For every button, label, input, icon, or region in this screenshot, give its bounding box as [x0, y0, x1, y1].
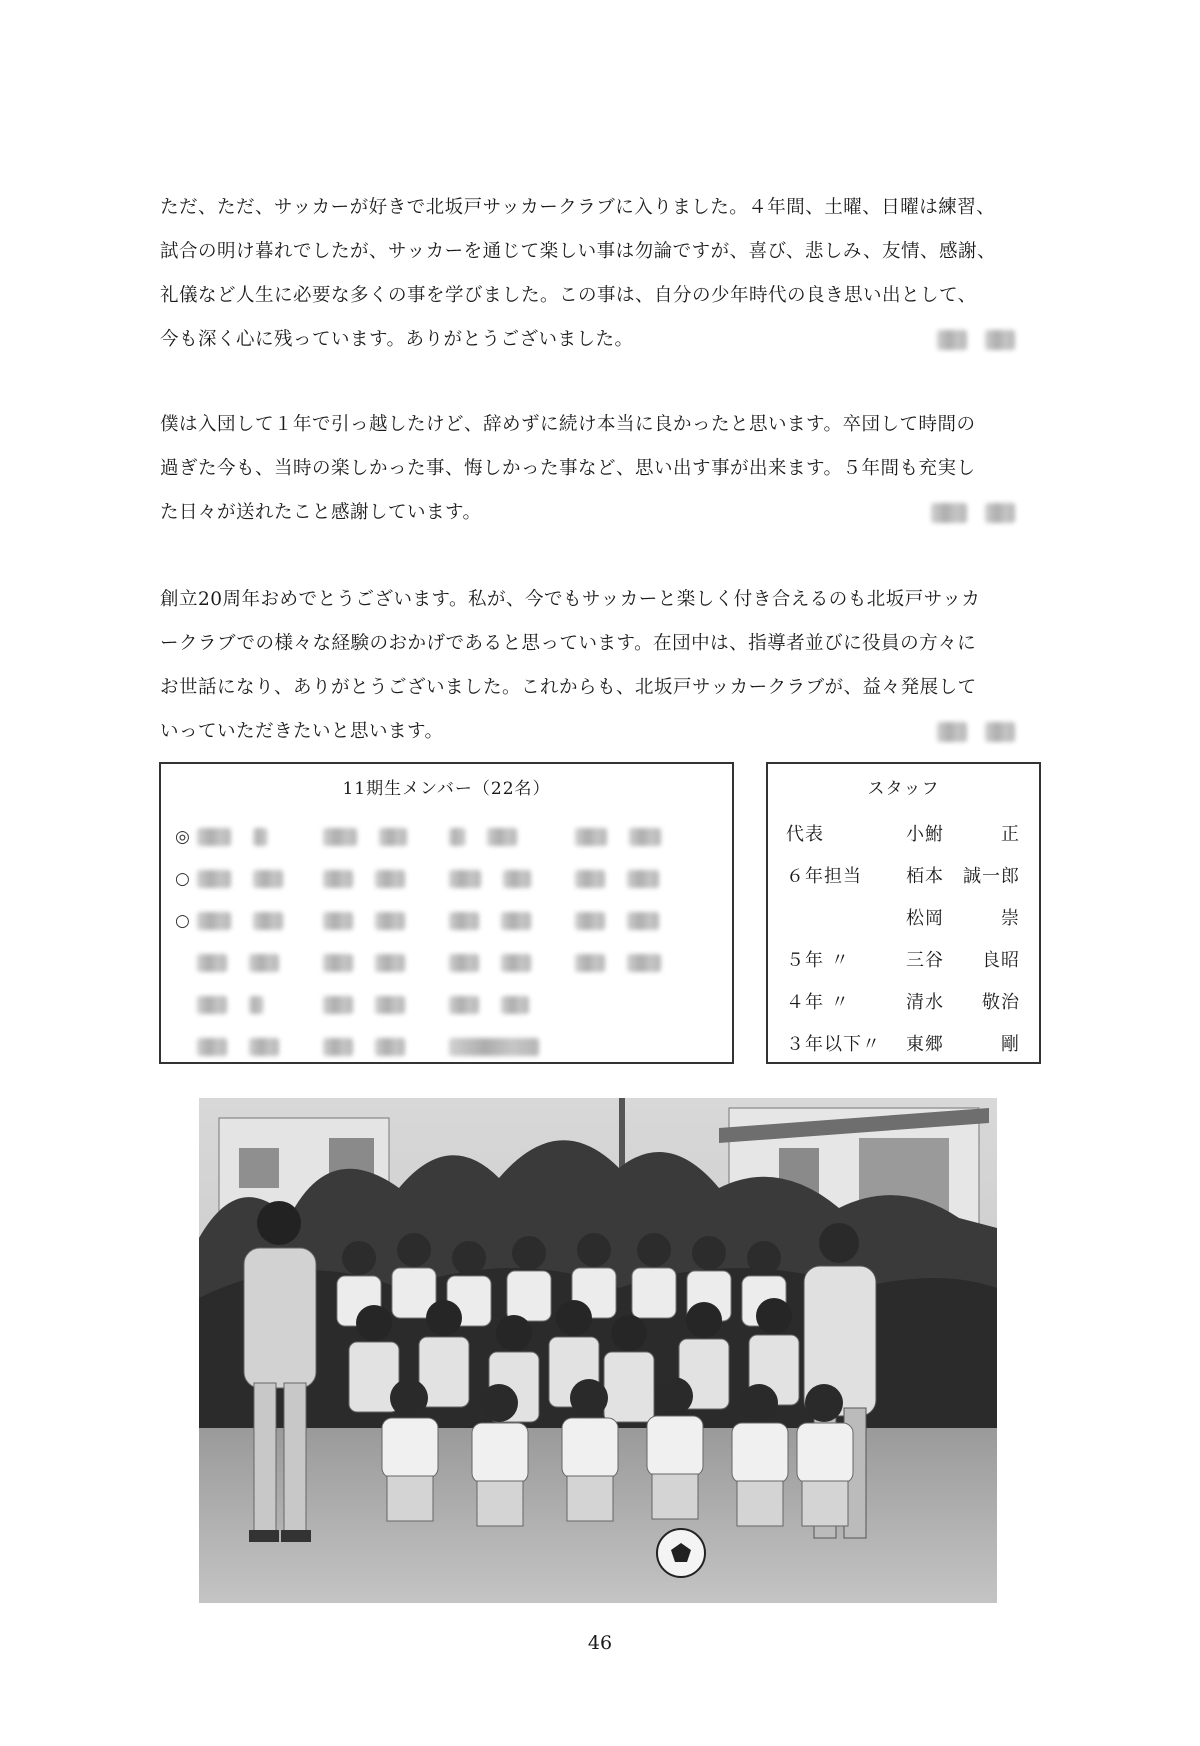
paragraph-line: 過ぎた今も、当時の楽しかった事、悔しかった事など、思い出す事が出来ます。５年間も充実し [160, 458, 976, 479]
redacted-member-name [323, 996, 449, 1014]
redacted-member-name [197, 870, 323, 888]
message-paragraph-3 [160, 578, 1055, 754]
message-paragraph-1 [160, 186, 1055, 362]
redacted-signature [937, 722, 1015, 742]
paragraph-line: 礼儀など人生に必要な多くの事を学びました。この事は、自分の少年時代の良き思い出として、 [160, 285, 977, 306]
redacted-member-name [575, 912, 701, 930]
staff-title: スタッフ [867, 779, 940, 799]
redacted-member-name [575, 954, 701, 972]
member-row [175, 858, 720, 900]
redacted-given-name [985, 330, 1015, 350]
staff-row [786, 1022, 1026, 1064]
paragraph-line-text: いっていただきたいと思います。 [160, 721, 444, 742]
redacted-surname [931, 503, 967, 523]
staff-name: 三谷 良昭 [906, 950, 1020, 971]
paragraph-line-last [160, 710, 1055, 754]
redacted-given-name [985, 722, 1015, 742]
redacted-member-name [197, 996, 323, 1014]
paragraph-line-last [160, 318, 1055, 362]
staff-name: 栢本 誠一郎 [906, 866, 1020, 887]
staff-box [766, 762, 1041, 1064]
staff-role: 代表 [786, 824, 824, 845]
redacted-surname [937, 330, 967, 350]
paragraph-line-last [160, 491, 1055, 535]
staff-name: 小鮒 正 [906, 824, 1020, 845]
paragraph-line: 創立20周年おめでとうございます。私が、今でもサッカーと楽しく付き合えるのも北坂戸サッカ [160, 589, 981, 610]
staff-role: ４年 〃 [786, 992, 850, 1013]
paragraph-line: 試合の明け暮れでしたが、サッカーを通じて楽しい事は勿論ですが、喜び、悲しみ、友情、感謝、 [160, 241, 997, 262]
redacted-surname [937, 722, 967, 742]
member-row [175, 942, 720, 984]
staff-row [786, 854, 1026, 896]
redacted-member-name [323, 828, 449, 846]
staff-role: ５年 〃 [786, 950, 850, 971]
member-row [175, 816, 720, 858]
staff-name: 松岡 崇 [906, 908, 1020, 929]
redacted-member-name [197, 954, 323, 972]
staff-role: ６年担当 [786, 866, 862, 887]
paragraph-line: ただ、ただ、サッカーが好きで北坂戸サッカークラブに入りました。４年間、土曜、日曜は練習、 [160, 197, 996, 218]
staff-row [786, 938, 1026, 980]
staff-row [786, 896, 1026, 938]
redacted-member-name [449, 1038, 649, 1056]
redacted-member-name [449, 828, 575, 846]
members-title: 11期生メンバー（22名） [342, 779, 551, 799]
staff-row [786, 980, 1026, 1022]
redacted-member-name [449, 954, 575, 972]
redacted-member-name [323, 870, 449, 888]
staff-row [786, 812, 1026, 854]
paragraph-line: お世話になり、ありがとうございました。これからも、北坂戸サッカークラブが、益々発展して [160, 677, 977, 698]
redacted-signature [937, 330, 1015, 350]
staff-role: ３年以下〃 [786, 1034, 881, 1055]
staff-name: 清水 敬治 [906, 992, 1020, 1013]
member-grid [175, 816, 720, 1068]
redacted-member-name [575, 828, 701, 846]
message-paragraph-2 [160, 403, 1055, 535]
page-number: 46 [587, 1632, 613, 1654]
soccer-ball [657, 1529, 705, 1577]
redacted-member-name [197, 1038, 323, 1056]
redacted-member-name [323, 912, 449, 930]
redacted-member-name [197, 912, 323, 930]
captain-mark: ◎ [175, 827, 190, 847]
redacted-member-name [575, 870, 701, 888]
redacted-member-name [323, 1038, 449, 1056]
vice-captain-mark: ○ [175, 911, 190, 931]
team-photo [199, 1098, 997, 1603]
redacted-member-name [449, 996, 575, 1014]
members-box [159, 762, 734, 1064]
member-row [175, 1026, 720, 1068]
staff-name: 東郷 剛 [906, 1034, 1020, 1055]
paragraph-line-text: た日々が送れたこと感謝しています。 [160, 502, 482, 523]
redacted-given-name [985, 503, 1015, 523]
redacted-member-name [323, 954, 449, 972]
redacted-member-name [449, 912, 575, 930]
member-row [175, 984, 720, 1026]
redacted-member-name [449, 870, 575, 888]
vice-captain-mark: ○ [175, 869, 190, 889]
member-row [175, 900, 720, 942]
paragraph-line: 僕は入団して１年で引っ越したけど、辞めずに続け本当に良かったと思います。卒団して時間の [160, 414, 976, 435]
paragraph-line-text: 今も深く心に残っています。ありがとうございました。 [160, 329, 634, 350]
paragraph-line: ークラブでの様々な経験のおかげであると思っています。在団中は、指導者並びに役員の方々に [160, 633, 977, 654]
redacted-member-name [197, 828, 323, 846]
redacted-signature [931, 503, 1015, 523]
staff-table [786, 812, 1026, 1064]
